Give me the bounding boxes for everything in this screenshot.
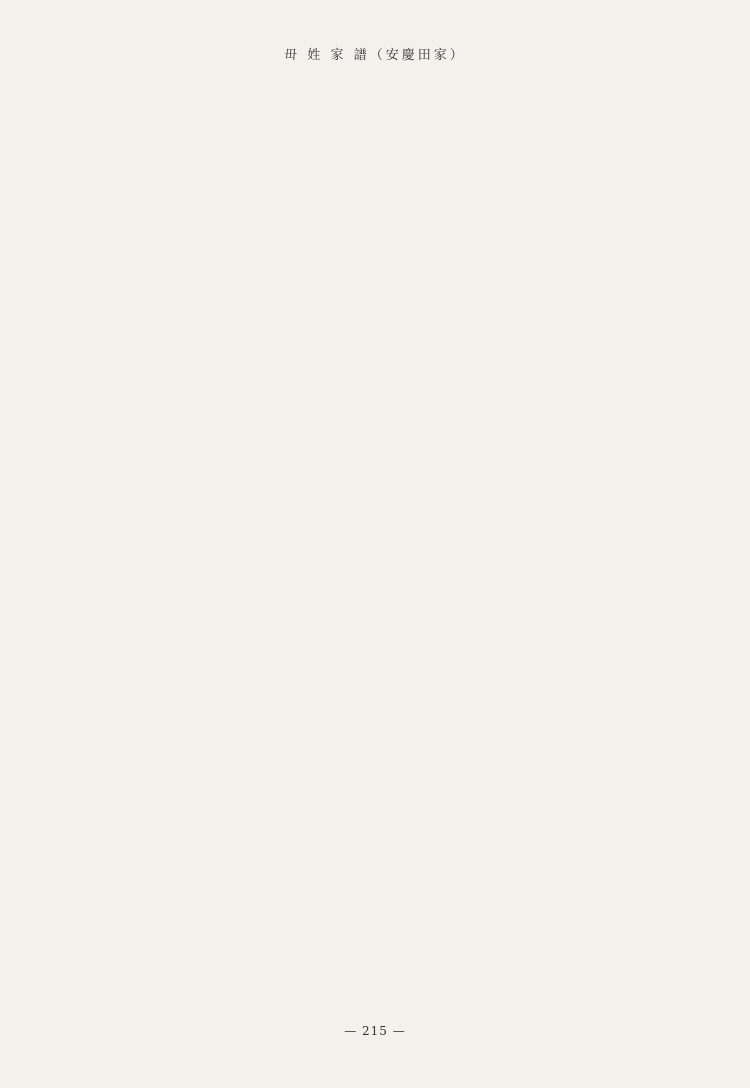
page-number: — 215 — bbox=[344, 1024, 406, 1038]
page-header: 毌 姓 家 譜（安慶田家） bbox=[284, 48, 466, 63]
